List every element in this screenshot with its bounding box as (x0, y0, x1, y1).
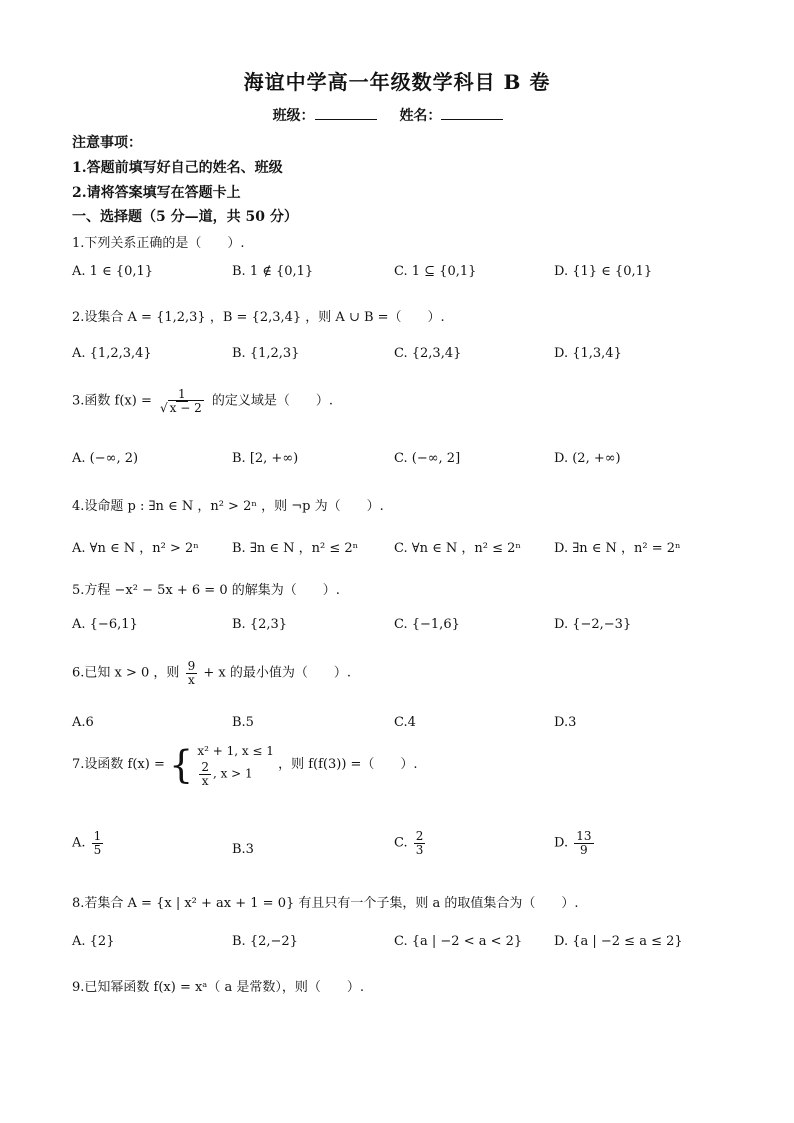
question-6-option-c[interactable]: C.4 (394, 715, 416, 730)
question-8-option-d[interactable]: D. {a | −2 ≤ a ≤ 2} (554, 934, 683, 949)
question-3-fraction: $\frac{1}{√ x - 2}$ (160, 387, 202, 415)
question-1-option-c[interactable]: C. 1 ⊆ {0,1} (394, 264, 477, 279)
question-3-option-d[interactable]: D. (2, +∞) (554, 451, 621, 466)
question-2-stem: 2.设集合 A = {1,2,3} ，B = {2,3,4} ，则 A ∪ B =（ ）. (72, 310, 445, 325)
question-1-option-a[interactable]: A. 1 ∈ {0,1} (72, 264, 154, 279)
question-7-option-d[interactable]: D. $\frac{13}{9}$ (554, 829, 592, 857)
question-1-option-d[interactable]: D. {1} ∈ {0,1} (554, 264, 653, 279)
student-info-line (0, 105, 794, 125)
piecewise-brace: { (169, 742, 194, 787)
question-7-option-b[interactable]: B.3 (232, 842, 254, 857)
section-heading: 一、选择题（5 分—道，共 50 分） (72, 209, 298, 225)
piecewise-function: x² + 1, x ≤ 1 $\frac{2}{x}$ , x > 1 (197, 744, 274, 788)
question-2-option-c[interactable]: C. {2,3,4} (394, 346, 462, 361)
question-6-option-d[interactable]: D.3 (554, 715, 577, 730)
notes-item-1: 1.答题前填写好自己的姓名、班级 (72, 160, 283, 176)
question-5-option-c[interactable]: C. {−1,6} (394, 617, 460, 632)
question-6-option-b[interactable]: B.5 (232, 715, 254, 730)
question-6-option-a[interactable]: A.6 (72, 715, 94, 730)
question-2-option-b[interactable]: B. {1,2,3} (232, 346, 300, 361)
question-6-fraction: $\frac{9}{x}$ (187, 659, 196, 687)
question-9-stem: 9.已知幂函数 f(x) = xᵃ（ a 是常数），则（ ）. (72, 980, 364, 995)
notes-heading: 注意事项： (72, 135, 142, 151)
question-1-stem: 1.下列关系正确的是（ ）. (72, 236, 245, 251)
question-2-option-a[interactable]: A. {1,2,3,4} (72, 346, 152, 361)
question-6-stem: 6.已知 x > 0 ，则 $\frac{9}{x}$ + x 的最小值为（ ）. (72, 659, 351, 687)
question-5-option-a[interactable]: A. {−6,1} (72, 617, 138, 632)
question-1-option-b[interactable]: B. 1 ∉ {0,1} (232, 264, 314, 279)
question-2-option-d[interactable]: D. {1,3,4} (554, 346, 622, 361)
name-blank[interactable] (441, 109, 503, 120)
name-label: 姓名： (399, 108, 442, 124)
question-3-stem: 3.函数 f(x) = $\frac{1}{√ x - 2}$ 的定义域是（ ）. (72, 387, 334, 415)
question-8-stem: 8.若集合 A = {x | x² + ax + 1 = 0} 有且只有一个子集，则 a 的取值集合为（ ）. (72, 896, 579, 911)
question-4-stem: 4.设命题 p : ∃n ∈ N ，n² > 2ⁿ ，则 ¬p 为（ ）. (72, 499, 384, 514)
notes-item-2: 2.请将答案填写在答题卡上 (72, 185, 241, 201)
question-3-option-c[interactable]: C. (−∞, 2] (394, 451, 461, 466)
question-8-option-a[interactable]: A. {2} (72, 934, 115, 949)
question-3-option-a[interactable]: A. (−∞, 2) (72, 451, 139, 466)
question-8-option-b[interactable]: B. {2,−2} (232, 934, 298, 949)
question-7-stem: 7.设函数 f(x) = { x² + 1, x ≤ 1 $\frac{2}{x}$ , x > 1 ，则 f(f(3)) =（ ）. (72, 742, 418, 788)
question-4-option-d[interactable]: D. ∃n ∈ N ，n² = 2ⁿ (554, 541, 681, 556)
question-4-option-a[interactable]: A. ∀n ∈ N ，n² > 2ⁿ (72, 541, 199, 556)
page-title: 海谊中学高一年级数学科目 B 卷 (243, 70, 551, 94)
question-8-option-c[interactable]: C. {a | −2 < a < 2} (394, 934, 523, 949)
question-4-option-c[interactable]: C. ∀n ∈ N ，n² ≤ 2ⁿ (394, 541, 521, 556)
question-7-option-a[interactable]: A. $\frac{1}{5}$ (72, 829, 102, 857)
class-label: 班级： (272, 108, 315, 124)
question-5-stem: 5.方程 −x² − 5x + 6 = 0 的解集为（ ）. (72, 583, 340, 598)
question-5-option-d[interactable]: D. {−2,−3} (554, 617, 632, 632)
question-4-option-b[interactable]: B. ∃n ∈ N ，n² ≤ 2ⁿ (232, 541, 359, 556)
question-5-option-b[interactable]: B. {2,3} (232, 617, 288, 632)
class-blank[interactable] (315, 109, 377, 120)
question-7-option-c[interactable]: C. $\frac{2}{3}$ (394, 829, 424, 857)
question-3-option-b[interactable]: B. [2, +∞) (232, 451, 299, 466)
